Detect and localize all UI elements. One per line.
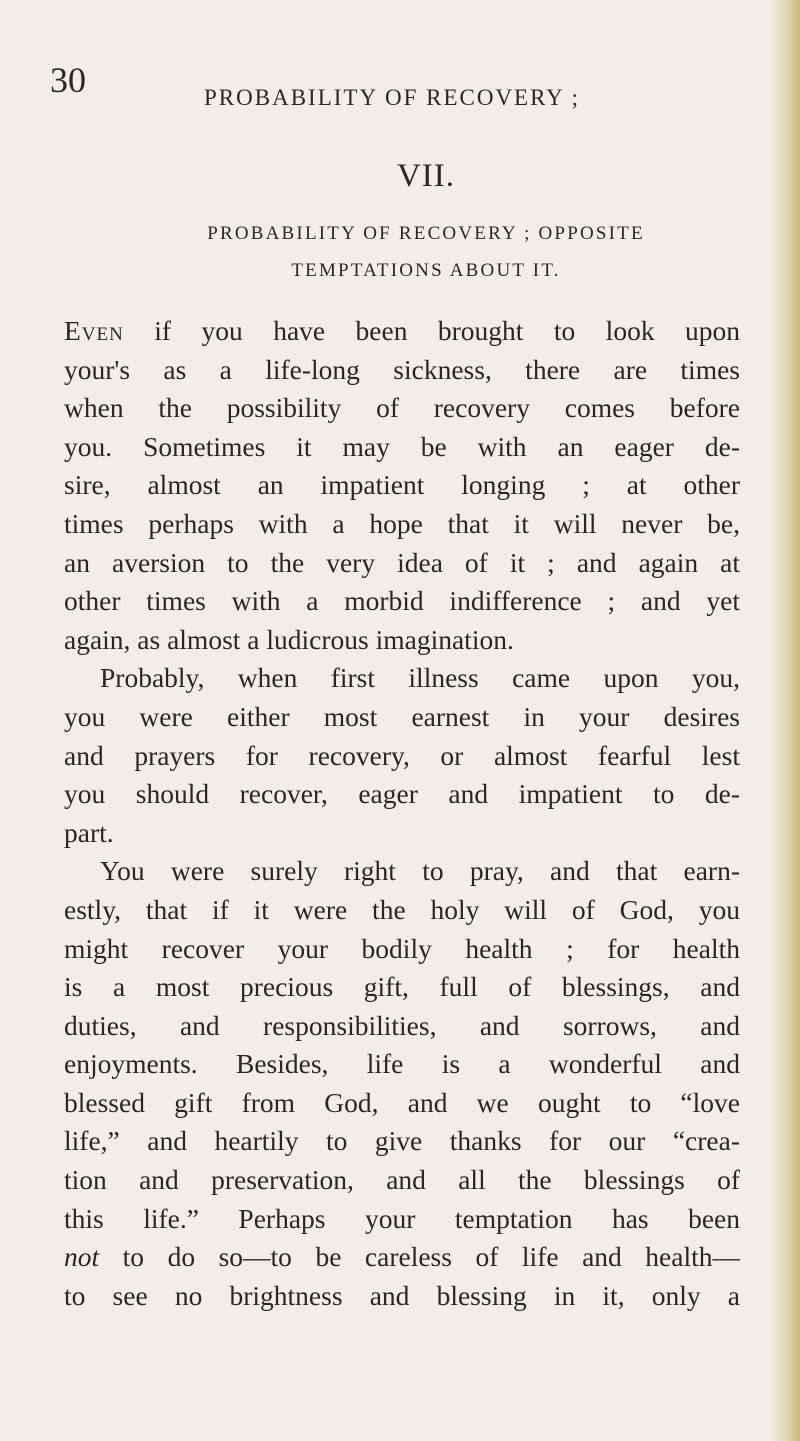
text-line: again, as almost a ludicrous imagination.: [64, 623, 514, 655]
chapter-title-line: TEMPTATIONS ABOUT IT.: [291, 260, 561, 281]
chapter-title: [26, 215, 800, 289]
running-title: PROBABILITY OF RECOVERY ;: [204, 85, 581, 110]
text-line: enjoyments. Besides, life is a wonderful and: [64, 1048, 740, 1080]
text-line: estly, that if it were the holy will of God, you: [64, 893, 740, 925]
text-line: tion and preservation, and all the blessings of: [64, 1164, 740, 1196]
text-line: and prayers for recovery, or almost fearful lest: [64, 739, 740, 771]
text-line: not to do so—to be careless of life and health—: [64, 1241, 740, 1273]
text-line: duties, and responsibilities, and sorrows, and: [64, 1009, 740, 1041]
chapter-title-line: PROBABILITY OF RECOVERY ; OPPOSITE: [207, 223, 645, 244]
text-line: Even if you have been brought to look upon: [64, 315, 740, 346]
text-line: is a most precious gift, full of blessings, and: [64, 971, 740, 1003]
text-line: to see no brightness and blessing in it, only a: [64, 1279, 740, 1311]
text-line: part.: [64, 816, 114, 848]
text-line: other times with a morbid indifference ; and yet: [64, 585, 740, 617]
text-line: you. Sometimes it may be with an eager de-: [64, 430, 740, 462]
page-number: 30: [50, 60, 86, 100]
text-line: Probably, when first illness came upon you,: [100, 662, 740, 694]
text-line: this life.” Perhaps your temptation has been: [64, 1202, 740, 1234]
text-line: times perhaps with a hope that it will never be,: [64, 507, 740, 539]
chapter-number: VII.: [396, 158, 456, 194]
text-line: when the possibility of recovery comes before: [64, 392, 740, 424]
text-line: life,” and heartily to give thanks for our “crea-: [64, 1125, 740, 1157]
text-line: an aversion to the very idea of it ; and again at: [64, 546, 740, 578]
text-line: sire, almost an impatient longing ; at other: [64, 469, 740, 501]
text-line: might recover your bodily health ; for health: [64, 932, 740, 964]
running-head: [50, 60, 750, 120]
body-text: [64, 312, 740, 1315]
text-line: blessed gift from God, and we ought to “love: [64, 1086, 740, 1118]
text-line: your's as a life-long sickness, there are times: [64, 353, 740, 385]
text-line: you were either most earnest in your desires: [64, 700, 740, 732]
text-line: You were surely right to pray, and that earn-: [100, 855, 740, 887]
text-line: you should recover, eager and impatient to de-: [64, 778, 740, 810]
